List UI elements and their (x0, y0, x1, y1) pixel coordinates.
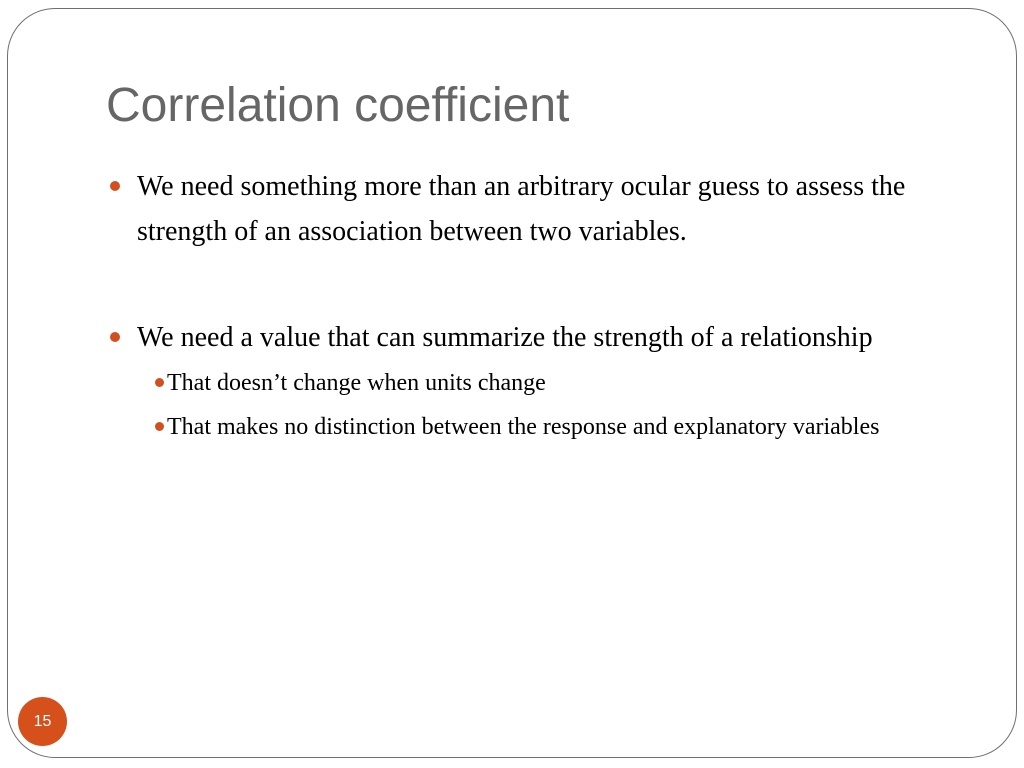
sub-bullet-text: That doesn’t change when units change (167, 370, 546, 396)
sub-bullet-marker-icon (155, 422, 164, 431)
bullet-marker-icon (110, 332, 120, 342)
bullet-list (106, 164, 946, 448)
sub-bullet-item-1 (137, 362, 946, 404)
page-number-badge: 15 (18, 697, 67, 746)
bullet-marker-icon (110, 181, 120, 191)
bullet-item-1 (106, 164, 946, 254)
sub-bullet-item-2 (137, 406, 946, 448)
slide-title: Correlation coefficient (106, 79, 570, 132)
sub-bullet-text: That makes no distinction between the response and explanatory variables (167, 414, 880, 440)
sub-bullet-marker-icon (155, 378, 164, 387)
bullet-item-2 (106, 315, 946, 360)
bullet-text: We need something more than an arbitrary ocular guess to assess the strength of an association between two variables. (137, 171, 906, 247)
bullet-text: We need a value that can summarize the strength of a relationship (137, 322, 873, 353)
